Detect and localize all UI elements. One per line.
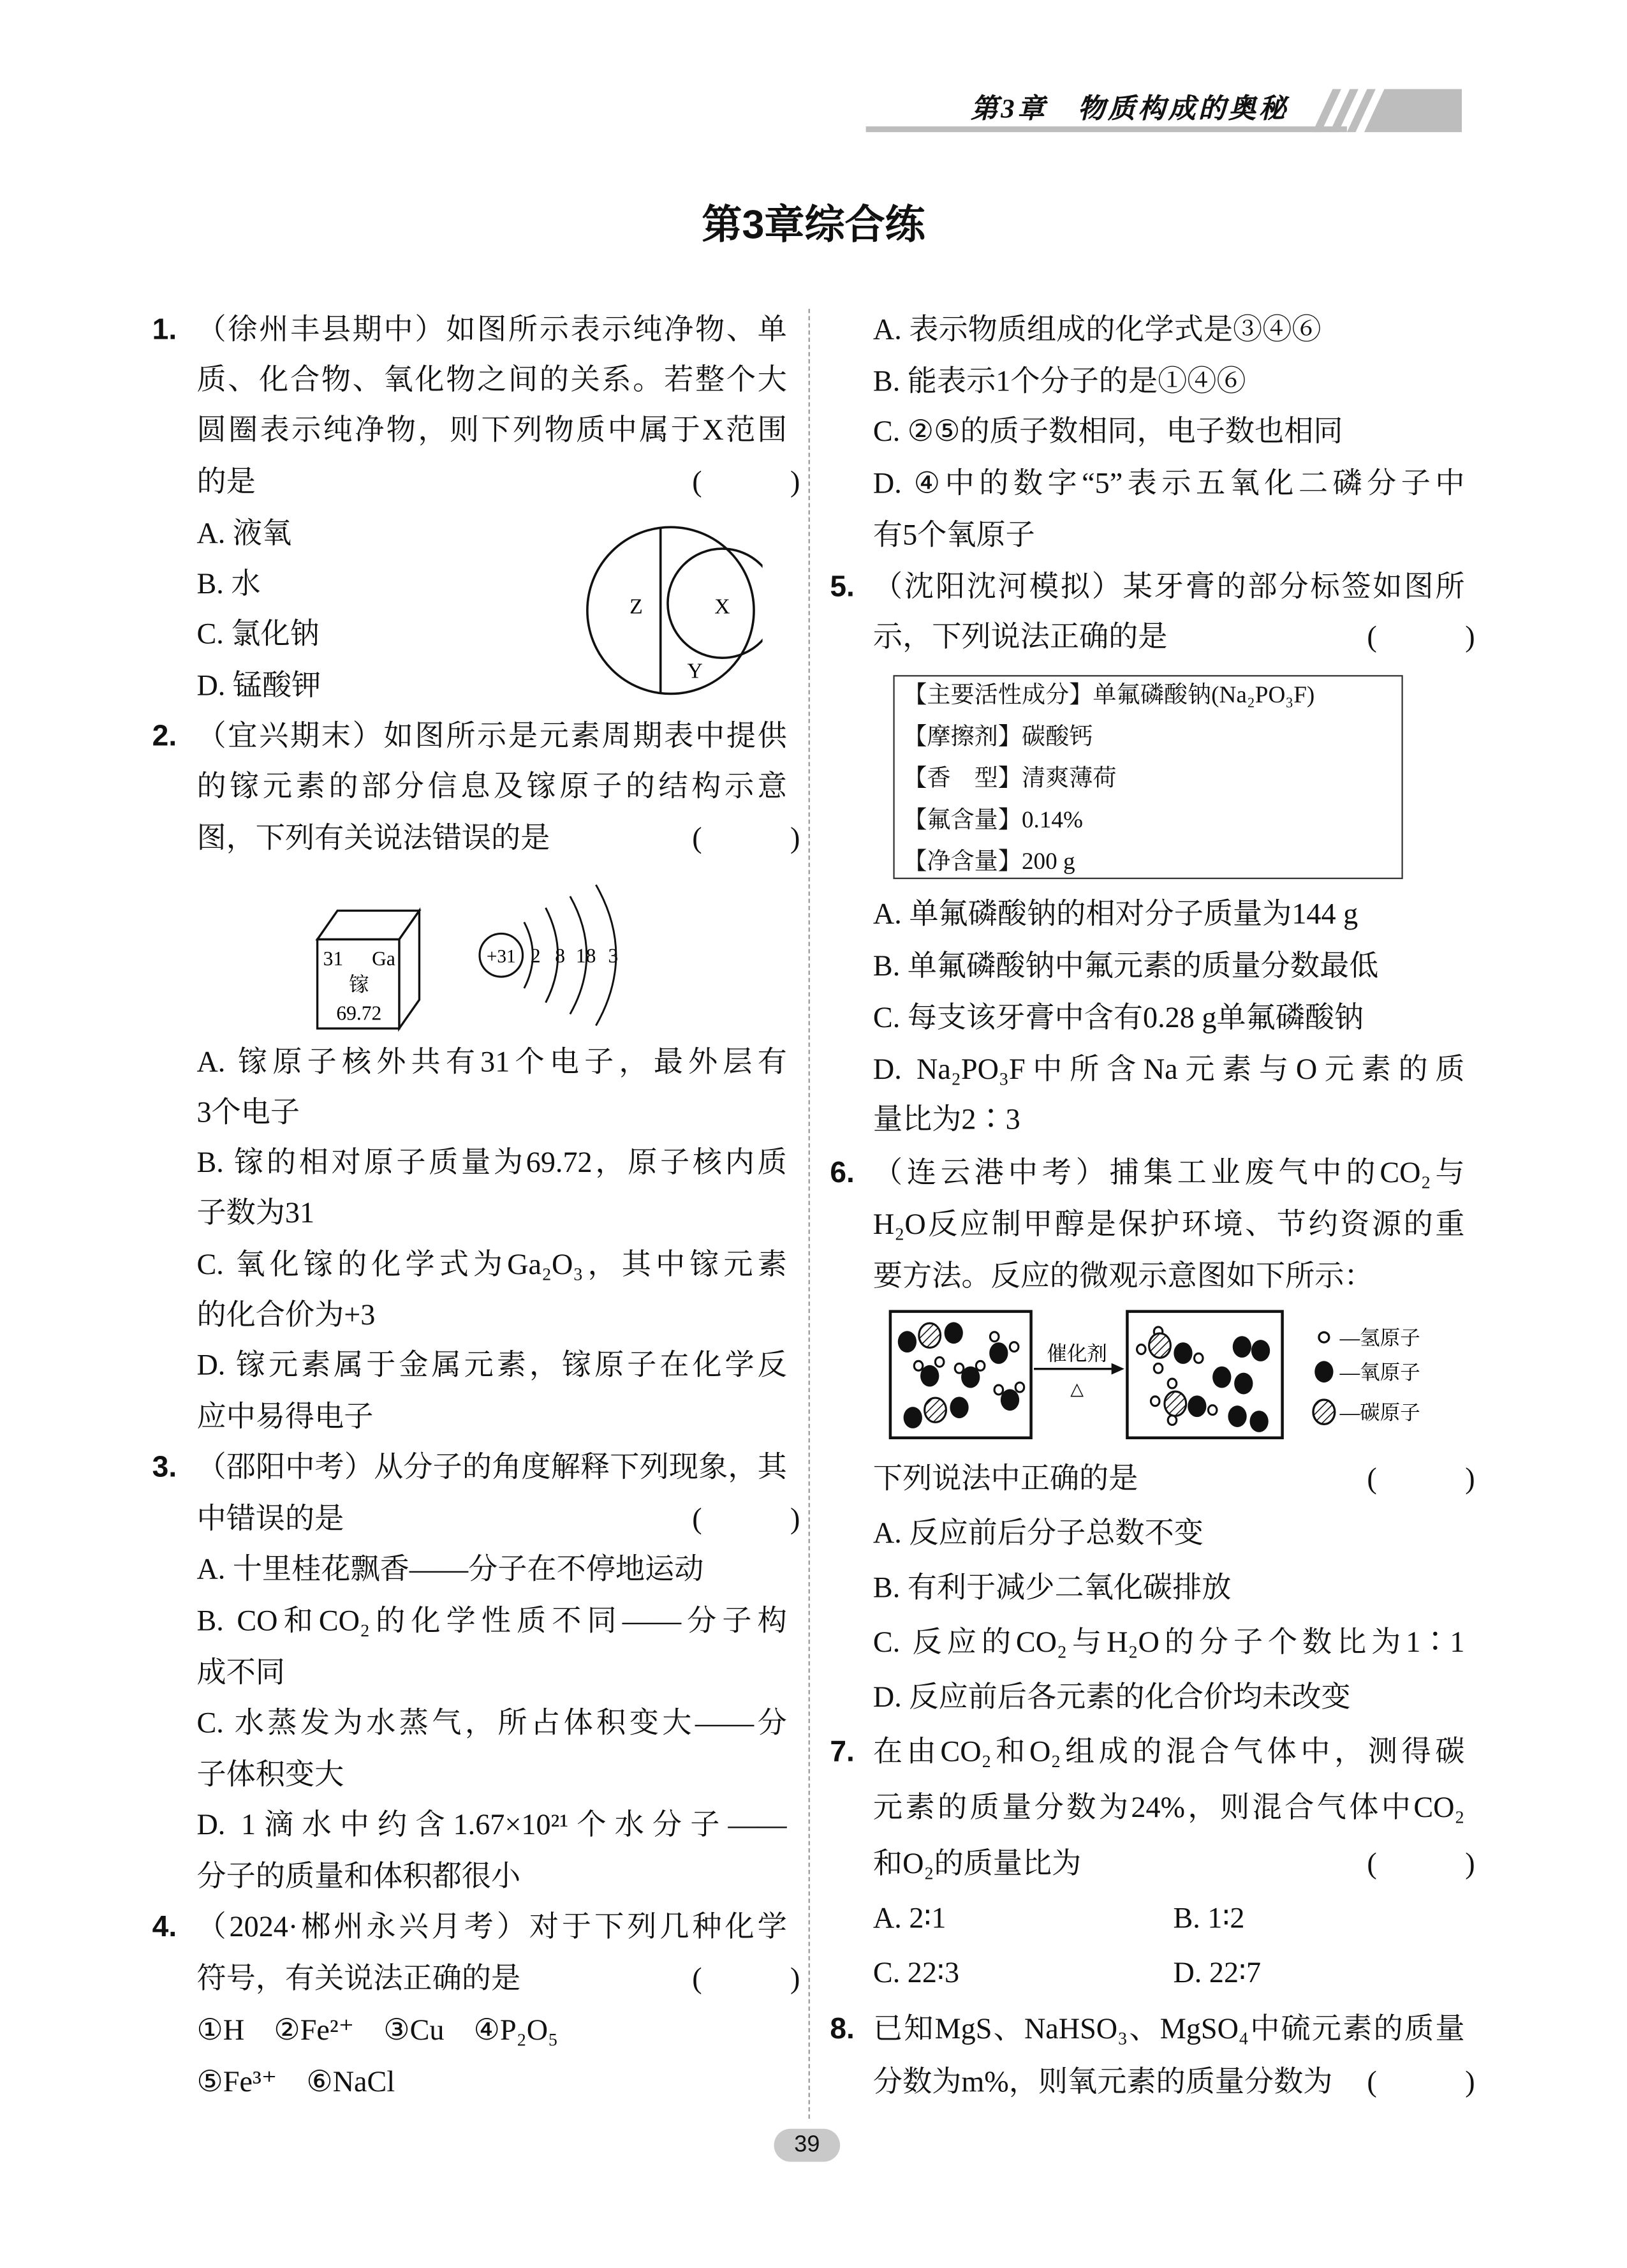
- option-a: A. 液氧: [196, 518, 292, 551]
- question-stem-line: （沈阳沈河模拟）某牙膏的部分标签如图所: [872, 572, 1465, 604]
- chemical-symbols: ⑤Fe³⁺ ⑥NaCl: [196, 2066, 395, 2099]
- legend-hydrogen: —氢原子: [1339, 1326, 1420, 1349]
- legend-oxygen: —氧原子: [1339, 1361, 1420, 1384]
- shell-electrons: 8: [555, 944, 565, 967]
- label-row: 【主要活性成分】单氟磷酸钠(Na₂PO₃F): [903, 681, 1315, 708]
- chapter-header: 第3章 物质构成的奥秘: [971, 94, 1289, 125]
- heat-symbol: △: [1070, 1379, 1084, 1399]
- question-number: 7.: [830, 1735, 855, 1768]
- option-b-cont: 子数为31: [196, 1197, 315, 1230]
- hydrogen-atom-legend-icon: [1319, 1332, 1329, 1342]
- atomic-mass: 69.72: [336, 1002, 382, 1025]
- oxygen-atom-legend-icon: [1314, 1361, 1333, 1382]
- answer-bracket: ( ): [1367, 1464, 1475, 1495]
- question-stem-line: 分数为m%，则氧元素的质量分数为: [872, 2066, 1333, 2099]
- header-rule: [866, 126, 1347, 132]
- question-stem-line: 已知MgS、NaHSO₃、MgSO₄中硫元素的质量: [872, 2013, 1465, 2046]
- option-d-cont: 量比为2∶3: [872, 1104, 1020, 1136]
- shell-electrons: 18: [575, 944, 596, 967]
- label-y: Y: [687, 659, 703, 683]
- question-stem-line: 圆圈表示纯净物，则下列物质中属于X范围: [196, 415, 787, 447]
- question-number: 8.: [830, 2012, 855, 2046]
- question-stem-line: 质、化合物、氧化物之间的关系。若整个大: [196, 364, 787, 397]
- question-number: 2.: [152, 720, 177, 753]
- option-d: D. 22∶7: [1173, 1957, 1262, 1990]
- question-number: 6.: [830, 1156, 855, 1190]
- question-stem-line: 示，下列说法正确的是: [872, 621, 1168, 654]
- carbon-atom: [1149, 1333, 1171, 1358]
- answer-bracket: ( ): [692, 823, 800, 855]
- answer-bracket: ( ): [692, 1504, 800, 1536]
- option-a: A. 十里桂花飘香——分子在不停地运动: [196, 1554, 704, 1586]
- catalyst-label: 催化剂: [1047, 1342, 1107, 1365]
- oxygen-atom: [898, 1331, 917, 1353]
- carbon-atom: [925, 1398, 946, 1422]
- question-stem-line: 在由CO₂和O₂组成的混合气体中，测得碳: [872, 1737, 1465, 1768]
- oxygen-atom: [904, 1407, 922, 1428]
- option-a: A. 单氟磷酸钠的相对分子质量为144 g: [872, 899, 1358, 931]
- gallium-element-figure: [309, 879, 646, 1040]
- hydrogen-atom: [994, 1385, 1003, 1395]
- shell-electrons: 3: [608, 944, 619, 967]
- question-stem-line: （邵阳中考）从分子的角度解释下列现象，其: [196, 1452, 787, 1484]
- option-a: A. 2∶1: [872, 1903, 946, 1935]
- hydrogen-atom: [1154, 1363, 1163, 1373]
- answer-bracket: ( ): [1367, 621, 1475, 654]
- answer-bracket: ( ): [1367, 2066, 1475, 2099]
- option-d: D. 反应前后各元素的化合价均未改变: [872, 1682, 1351, 1714]
- chemical-symbols: ①H ②Fe²⁺ ③Cu ④P₂O₅: [196, 2015, 559, 2047]
- label-x: X: [714, 595, 730, 619]
- option-b: B. 镓的相对原子质量为69.72，原子核内质: [196, 1147, 787, 1180]
- question-number: 3.: [152, 1451, 177, 1484]
- option-d: D. 锰酸钾: [196, 671, 321, 702]
- option-c: C. 反应的CO₂与H₂O的分子个数比为1∶1: [872, 1627, 1465, 1659]
- question-stem-line: 符号，有关说法正确的是: [196, 1963, 521, 1996]
- option-b: B. CO和CO₂的化学性质不同——分子构: [196, 1606, 787, 1638]
- option-c: C. 22∶3: [872, 1957, 960, 1990]
- option-b-cont: 成不同: [196, 1657, 285, 1689]
- label-row: 【净含量】200 g: [903, 847, 1075, 875]
- page-number: 39: [774, 2129, 841, 2162]
- answer-bracket: ( ): [692, 1963, 800, 1996]
- oxygen-atom: [1251, 1340, 1270, 1361]
- oxygen-atom: [1234, 1373, 1253, 1395]
- option-d-cont: 有5个氧原子: [872, 520, 1035, 552]
- option-c: C. 氯化钠: [196, 619, 320, 651]
- option-b: B. 单氟磷酸钠中氟元素的质量分数最低: [872, 951, 1379, 983]
- option-c-cont: 的化合价为+3: [196, 1300, 376, 1332]
- oxygen-atom: [1212, 1367, 1231, 1388]
- option-c: C. 水蒸发为水蒸气，所占体积变大——分: [196, 1708, 787, 1740]
- element-symbol: Ga: [372, 947, 395, 970]
- label-row: 【摩擦剂】碳酸钙: [903, 722, 1093, 750]
- option-a-cont: 3个电子: [196, 1097, 300, 1129]
- oxygen-atom: [1249, 1411, 1268, 1432]
- oxygen-atom: [950, 1397, 968, 1418]
- option-b: B. 有利于减少二氧化碳排放: [872, 1573, 1232, 1605]
- carbon-atom: [919, 1323, 941, 1347]
- hydrogen-atom: [1010, 1342, 1019, 1352]
- hydrogen-atom: [1168, 1379, 1177, 1388]
- option-c: C. 氧化镓的化学式为Ga₂O₃，其中镓元素: [196, 1249, 787, 1282]
- hydrogen-atom: [914, 1361, 923, 1370]
- atomic-number: 31: [323, 947, 344, 970]
- option-d: D. Na₂PO₃F中所含Na元素与O元素的质: [872, 1054, 1465, 1086]
- hydrogen-atom: [1151, 1397, 1160, 1406]
- oxygen-atom: [945, 1322, 963, 1344]
- question-stem-line: H₂O反应制甲醇是保护环境、节约资源的重: [872, 1209, 1465, 1241]
- option-c: C. ②⑤的质子数相同，电子数也相同: [872, 416, 1343, 448]
- element-name: 镓: [349, 973, 369, 996]
- carbon-atom: [1165, 1391, 1186, 1416]
- question-stem-line: （连云港中考）捕集工业废气中的CO₂与: [872, 1157, 1465, 1190]
- header-stripes-decoration: [1307, 86, 1465, 135]
- option-a: A. 表示物质组成的化学式是③④⑥: [872, 315, 1321, 346]
- option-a: A. 反应前后分子总数不变: [872, 1518, 1204, 1550]
- option-d: D. ④中的数字“5”表示五氧化二磷分子中: [872, 468, 1465, 500]
- question-stem-line: 中错误的是: [196, 1504, 344, 1536]
- hydrogen-atom: [955, 1363, 964, 1373]
- label-z: Z: [629, 595, 643, 619]
- answer-bracket: ( ): [1367, 1848, 1475, 1881]
- hydrogen-atom: [990, 1332, 999, 1342]
- hydrogen-atom: [935, 1357, 944, 1367]
- reaction-microscopic-diagram: [876, 1300, 1464, 1451]
- oxygen-atom: [1174, 1342, 1192, 1364]
- question-number: 5.: [830, 570, 855, 604]
- question-stem-line: （宜兴期末）如图所示是元素周期表中提供: [196, 721, 787, 753]
- question-prompt: 下列说法中正确的是: [872, 1464, 1138, 1495]
- carbon-atom-legend-icon: [1313, 1400, 1335, 1424]
- question-number: 1.: [152, 313, 177, 346]
- option-c-cont: 子体积变大: [196, 1760, 344, 1791]
- oxygen-atom: [1228, 1405, 1246, 1427]
- hydrogen-atom: [1195, 1353, 1204, 1363]
- question-stem-line: 的镓元素的部分信息及镓原子的结构示意: [196, 771, 787, 803]
- question-stem-line: （徐州丰县期中）如图所示表示纯净物、单: [196, 315, 787, 346]
- oxygen-atom: [1188, 1395, 1206, 1417]
- question-stem-line: 和O₂的质量比为: [872, 1848, 1082, 1881]
- column-divider: [809, 309, 810, 2119]
- answer-bracket: ( ): [692, 466, 800, 499]
- question-stem-line: 的是: [196, 466, 256, 499]
- oxygen-atom: [989, 1342, 1008, 1364]
- option-a: A. 镓原子核外共有31个电子，最外层有: [196, 1047, 787, 1079]
- hydrogen-atom: [976, 1361, 985, 1370]
- option-b: B. 1∶2: [1173, 1903, 1245, 1935]
- label-row: 【香 型】清爽薄荷: [903, 764, 1117, 792]
- option-d: D. 镓元素属于金属元素，镓原子在化学反: [196, 1350, 787, 1382]
- toothpaste-label: [893, 675, 1402, 879]
- question-stem-line: 元素的质量分数为24%，则混合气体中CO₂: [872, 1792, 1465, 1825]
- hydrogen-atom: [1208, 1405, 1217, 1415]
- arrow-icon: [1112, 1363, 1124, 1375]
- nuclear-charge: +31: [486, 946, 516, 967]
- shell-electrons: 2: [530, 944, 541, 967]
- oxygen-atom: [1233, 1336, 1251, 1358]
- question-stem-line: 图，下列有关说法错误的是: [196, 823, 550, 855]
- option-d: D. 1滴水中约含1.67×10²¹个水分子——: [196, 1809, 787, 1842]
- option-d-cont: 分子的质量和体积都很小: [196, 1861, 521, 1894]
- hydrogen-atom: [1015, 1382, 1024, 1392]
- hydrogen-atom: [1137, 1345, 1146, 1354]
- option-b: B. 能表示1个分子的是①④⑥: [872, 366, 1246, 398]
- question-number: 4.: [152, 1910, 177, 1944]
- option-d-cont: 应中易得电子: [196, 1402, 374, 1434]
- question-stem-line: 要方法。反应的微观示意图如下所示：: [872, 1261, 1374, 1293]
- option-b: B. 水: [196, 568, 261, 601]
- legend-carbon: —碳原子: [1339, 1401, 1420, 1424]
- page-title: 第3章综合练: [702, 202, 925, 248]
- substance-classification-diagram: [582, 520, 763, 701]
- question-stem-line: （2024·郴州永兴月考）对于下列几种化学: [196, 1911, 787, 1944]
- option-c: C. 每支该牙膏中含有0.28 g单氟磷酸钠: [872, 1002, 1364, 1035]
- label-row: 【氟含量】0.14%: [903, 806, 1083, 833]
